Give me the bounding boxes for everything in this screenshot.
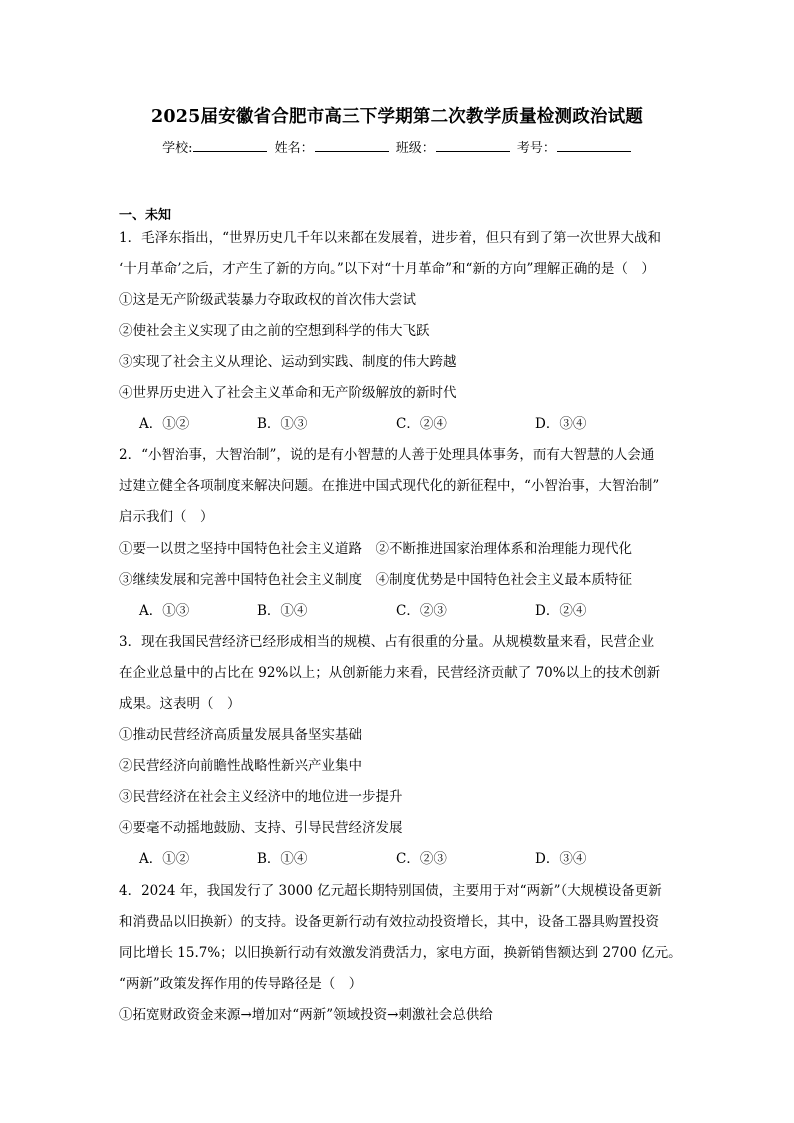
q2-stem-line: 启示我们（ ） [119,509,214,525]
q4-stem-line: 和消费品以旧换新）的支持。设备更新行动有效拉动投资增长，其中，设备工器具购置投资 [119,914,659,930]
student-info-line [0,137,794,156]
q2-option-c[interactable]: C．②③ [396,603,447,619]
q1-option-c[interactable]: C．②④ [396,416,447,432]
q1-stem-line: 1．毛泽东指出，“世界历史几千年以来都在发展着，进步着，但只有到了第一次世界大战和 [119,230,661,246]
q4-item: ①拓宽财政资金来源→增加对“两新”领域投资→刺激社会总供给 [119,1007,493,1023]
q2-option-b[interactable]: B．①④ [257,603,308,619]
exam-no-label: 考号： [516,141,556,156]
q3-stem-line: 成果。这表明（ ） [119,696,241,712]
q3-option-c[interactable]: C．②③ [396,851,447,867]
q4-stem-line: 同比增长 15.7%；以旧换新行动有效激发消费活力，家电方面，换新销售额达到 2700 亿元。 [119,945,682,961]
school-label: 学校: [162,141,193,156]
q3-item: ①推动民营经济高质量发展具备坚实基础 [119,727,362,743]
q1-item: ③实现了社会主义从理论、运动到实践、制度的伟大跨越 [119,354,457,370]
class-blank[interactable] [436,139,510,152]
q2-stem-line: 过建立健全各项制度来解决问题。在推进中国式现代化的新征程中，“小智治事，大智治制” [119,478,660,494]
q1-item: ②使社会主义实现了由之前的空想到科学的伟大飞跃 [119,323,430,339]
q2-option-d[interactable]: D．②④ [535,603,587,619]
q2-item: ①要一以贯之坚持中国特色社会主义道路 ②不断推进国家治理体系和治理能力现代化 [119,541,632,557]
q2-item: ③继续发展和完善中国特色社会主义制度 ④制度优势是中国特色社会主义最本质特征 [119,572,632,588]
school-blank[interactable] [193,139,267,152]
q3-item: ④要毫不动摇地鼓励、支持、引导民营经济发展 [119,820,403,836]
q1-stem-line: ‘十月革命’之后，才产生了新的方向。”以下对“十月革命”和“新的方向”理解正确的是（ ） [119,261,655,277]
q3-stem-line: 在企业总量中的占比在 92%以上；从创新能力来看，民营经济贡献了 70%以上的技术创新 [119,665,661,681]
q3-option-b[interactable]: B．①④ [257,851,308,867]
q1-item: ④世界历史进入了社会主义革命和无产阶级解放的新时代 [119,385,457,401]
q1-option-a[interactable]: A．①② [139,416,190,432]
section-heading: 一、未知 [119,208,172,223]
q4-stem-line: 4．2024 年，我国发行了 3000 亿元超长期特别国债，主要用于对“两新”（大规模设备更新 [119,883,662,899]
name-blank[interactable] [315,139,389,152]
q3-item: ③民营经济在社会主义经济中的地位进一步提升 [119,789,403,805]
q1-option-b[interactable]: B．①③ [257,416,308,432]
exam-no-blank[interactable] [557,139,631,152]
q4-stem-line: “两新”政策发挥作用的传导路径是（ ） [119,976,363,992]
q3-stem-line: 3．现在我国民营经济已经形成相当的规模、占有很重的分量。从规模数量来看，民营企业 [119,634,655,650]
q3-item: ②民营经济向前瞻性战略性新兴产业集中 [119,758,362,774]
q2-stem-line: 2．“小智治事，大智治制”，说的是有小智慧的人善于处理具体事务，而有大智慧的人会通 [119,447,655,463]
q3-option-d[interactable]: D．③④ [535,851,587,867]
q1-option-d[interactable]: D．③④ [535,416,587,432]
name-label: 姓名： [274,141,314,156]
q3-option-a[interactable]: A．①② [139,851,190,867]
q1-item: ①这是无产阶级武装暴力夺取政权的首次伟大尝试 [119,292,416,308]
q2-option-a[interactable]: A．①③ [139,603,190,619]
page-title: 2025届安徽省合肥市高三下学期第二次教学质量检测政治试题 [150,107,643,127]
class-label: 班级： [395,141,435,156]
